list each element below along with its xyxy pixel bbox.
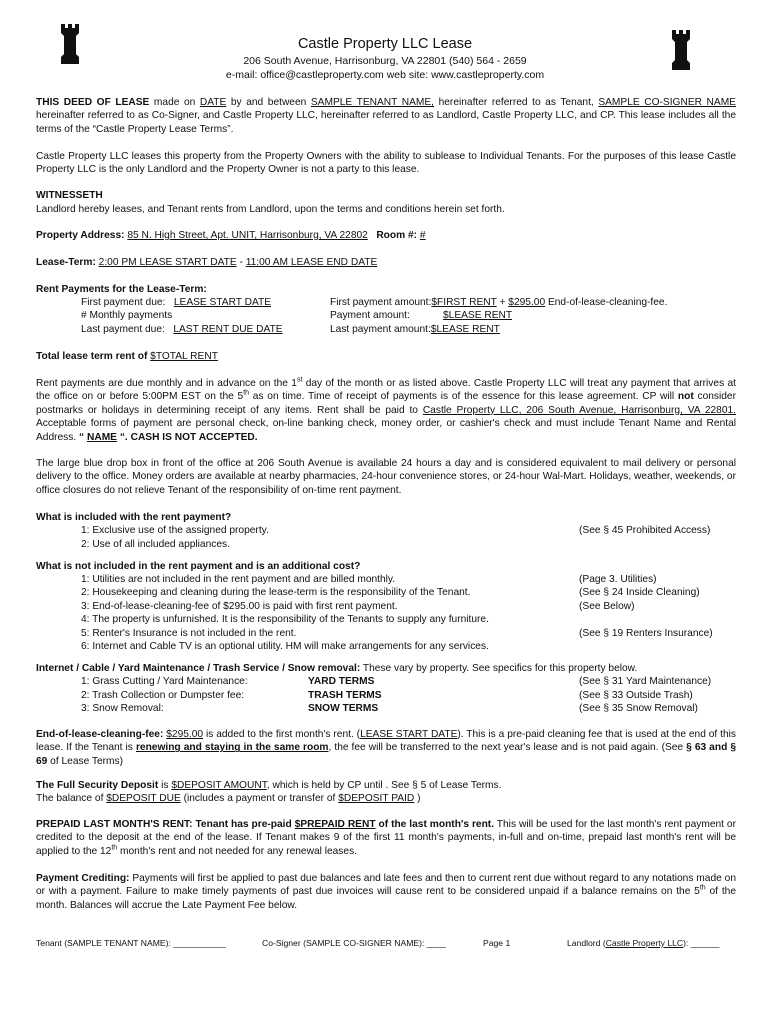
dropbox-paragraph: The large blue drop box in front of the office at 206 South Avenue is available 24 hours a day and is considered equivalent to mail delivery or personal delivery to the office. Money orders are available at nearby pharmacies, 24-hour convenience stores, or 24-hour Wal-Mart. Holidays, weather, weekends, or office closures do not relieve Tenant of the responsibility of on-time rent payment. <box>36 458 736 496</box>
list-item: 5: Renter's Insurance is not included in the rent. <box>81 628 297 639</box>
service-terms: SNOW TERMS <box>308 703 379 714</box>
list-item-ref: (See § 24 Inside Cleaning) <box>579 587 700 598</box>
list-item-ref: (See § 45 Prohibited Access) <box>579 525 711 536</box>
first-payment-amount: First payment amount:$FIRST RENT + $295.00 End-of-lease-cleaning-fee. <box>330 297 668 308</box>
service-ref: (See § 35 Snow Removal) <box>579 703 698 714</box>
list-item-ref: (Page 3. Utilities) <box>579 574 657 585</box>
rent-due-paragraph: Rent payments are due monthly and in advance on the 1st day of the month or as listed above. Castle Property LLC will treat any payment that arrives at the office on or before 5:00PM EST on the 5th as on time. Time of receipt of payments is of the essence for this lease agreement. CP will not consider postmarks or holidays in determining receipt of any items. Rent shall be paid to Castle Property LLC, 206 South Avenue, Harrisonburg, VA 22801. Acceptable forms of payment are personal check, on-line banking check, money order, or cashier's check and must include Tenant Name and Rental Address. “ NAME “. CASH IS NOT ACCEPTED. <box>36 376 736 443</box>
footer-landlord: Landlord (Castle Property LLC): ______ <box>567 938 720 948</box>
service-ref: (See § 33 Outside Trash) <box>579 690 693 701</box>
service-label: 2: Trash Collection or Dumpster fee: <box>81 690 245 701</box>
header-address: 206 South Avenue, Harrisonburg, VA 22801 (540) 564 - 2659 <box>243 55 527 67</box>
header-contact: e-mail: office@castleproperty.com web site: www.castleproperty.com <box>225 69 545 81</box>
list-item: 1: Utilities are not included in the rent payment and are billed monthly. <box>81 574 396 585</box>
service-label: 1: Grass Cutting / Yard Maintenance: <box>81 676 248 687</box>
total-lease-rent: Total lease term rent of $TOTAL RENT <box>36 351 218 362</box>
footer-cosigner: Co-Signer (SAMPLE CO-SIGNER NAME): ____ <box>262 938 446 948</box>
property-address: Property Address: 85 N. High Street, Apt. UNIT, Harrisonburg, VA 22802 Room #: # <box>36 230 426 241</box>
footer-tenant: Tenant (SAMPLE TENANT NAME): ___________ <box>36 938 226 948</box>
list-item-ref: (See § 19 Renters Insurance) <box>579 628 713 639</box>
rent-payments-heading: Rent Payments for the Lease-Term: <box>36 284 207 295</box>
payment-crediting-paragraph: Payment Crediting: Payments will first be applied to past due balances and late fees and then to current rent due without regard to any notations made on or with a payment. Failure to make timely payments of past due invoices will cause rent to be considered unpaid if a balance remains on the 5th of the month. Balances will accrue the Late Payment Fee below. <box>36 873 736 911</box>
list-item: 2: Use of all included appliances. <box>81 539 230 550</box>
service-label: 3: Snow Removal: <box>81 703 164 714</box>
witnesseth-heading: WITNESSETH <box>36 190 103 201</box>
deposit-balance: The balance of $DEPOSIT DUE (includes a payment or transfer of $DEPOSIT PAID ) <box>36 793 421 804</box>
list-item: 2: Housekeeping and cleaning during the lease-term is the responsibility of the Tenant. <box>81 587 471 598</box>
list-item: 3: End-of-lease-cleaning-fee of $295.00 is paid with first rent payment. <box>81 601 398 612</box>
list-item: 6: Internet and Cable TV is an optional utility. HM will make arrangements for any services. <box>81 641 489 652</box>
intro-paragraph: THIS DEED OF LEASE made on DATE by and between SAMPLE TENANT NAME, hereinafter referred to as Tenant, SAMPLE CO-SIGNER NAME hereinafter referred to as Co-Signer, and Castle Property LLC, hereinafter referred to as Landlord, Castle Property LLC, and CP. This lease includes all the terms of the “Castle Property Lease Terms”. <box>36 97 736 135</box>
lease-term: Lease-Term: 2:00 PM LEASE START DATE - 11:00 AM LEASE END DATE <box>36 257 378 268</box>
not-included-heading: What is not included in the rent payment and is an additional cost? <box>36 561 361 572</box>
witnesseth-text: Landlord hereby leases, and Tenant rents from Landlord, upon the terms and conditions herein set forth. <box>36 204 505 215</box>
services-heading: Internet / Cable / Yard Maintenance / Trash Service / Snow removal: These vary by property. See specifics for this property below. <box>36 663 638 674</box>
service-ref: (See § 31 Yard Maintenance) <box>579 676 712 687</box>
payment-amount: $LEASE RENT <box>443 310 513 321</box>
list-item: 4: The property is unfurnished. It is the responsibility of the Tenants to supply any furniture. <box>81 614 489 625</box>
page-number: Page 1 <box>483 938 511 948</box>
security-deposit: The Full Security Deposit is $DEPOSIT AMOUNT, which is held by CP until . See § 5 of Lease Terms. <box>36 780 502 791</box>
list-item-ref: (See Below) <box>579 601 635 612</box>
last-payment-due: Last payment due: LAST RENT DUE DATE <box>81 324 283 335</box>
owners-paragraph: Castle Property LLC leases this property from the Property Owners with the ability to sublease to Individual Tenants. For the purposes of this lease Castle Property LLC is the only Landlord and the Property Owner is not a party to this lease. <box>36 151 736 176</box>
first-payment-due: First payment due: LEASE START DATE <box>81 297 272 308</box>
included-heading: What is included with the rent payment? <box>36 512 232 523</box>
service-terms: YARD TERMS <box>308 676 375 687</box>
cleaning-fee-paragraph: End-of-lease-cleaning-fee: $295.00 is added to the first month's rent. (LEASE START DATE). This is a pre-paid cleaning fee that is used at the end of this lease. If the Tenant is renewing and staying in the same room, the fee will be transferred to the next year's lease and is not paid again. (See § 63 and § 69 of Lease Terms) <box>36 729 736 767</box>
monthly-payments: # Monthly payments <box>81 310 173 321</box>
prepaid-rent-paragraph: PREPAID LAST MONTH'S RENT: Tenant has pre-paid $PREPAID RENT of the last month's rent. This will be used for the last month's rent payment or credited to the deposit at the end of the lease. If Tenant makes 9 of the first 11 month's payments, in-full and on-time, prepaid last month's rent will be applied to the 12th month's rent and not needed for any renewal leases. <box>36 819 736 857</box>
service-terms: TRASH TERMS <box>308 690 382 701</box>
list-item: 1: Exclusive use of the assigned property. <box>81 525 269 536</box>
payment-amount-label: Payment amount: <box>330 310 410 321</box>
last-payment-amount: Last payment amount:$LEASE RENT <box>330 324 500 335</box>
page-title: Castle Property LLC Lease <box>297 36 473 52</box>
